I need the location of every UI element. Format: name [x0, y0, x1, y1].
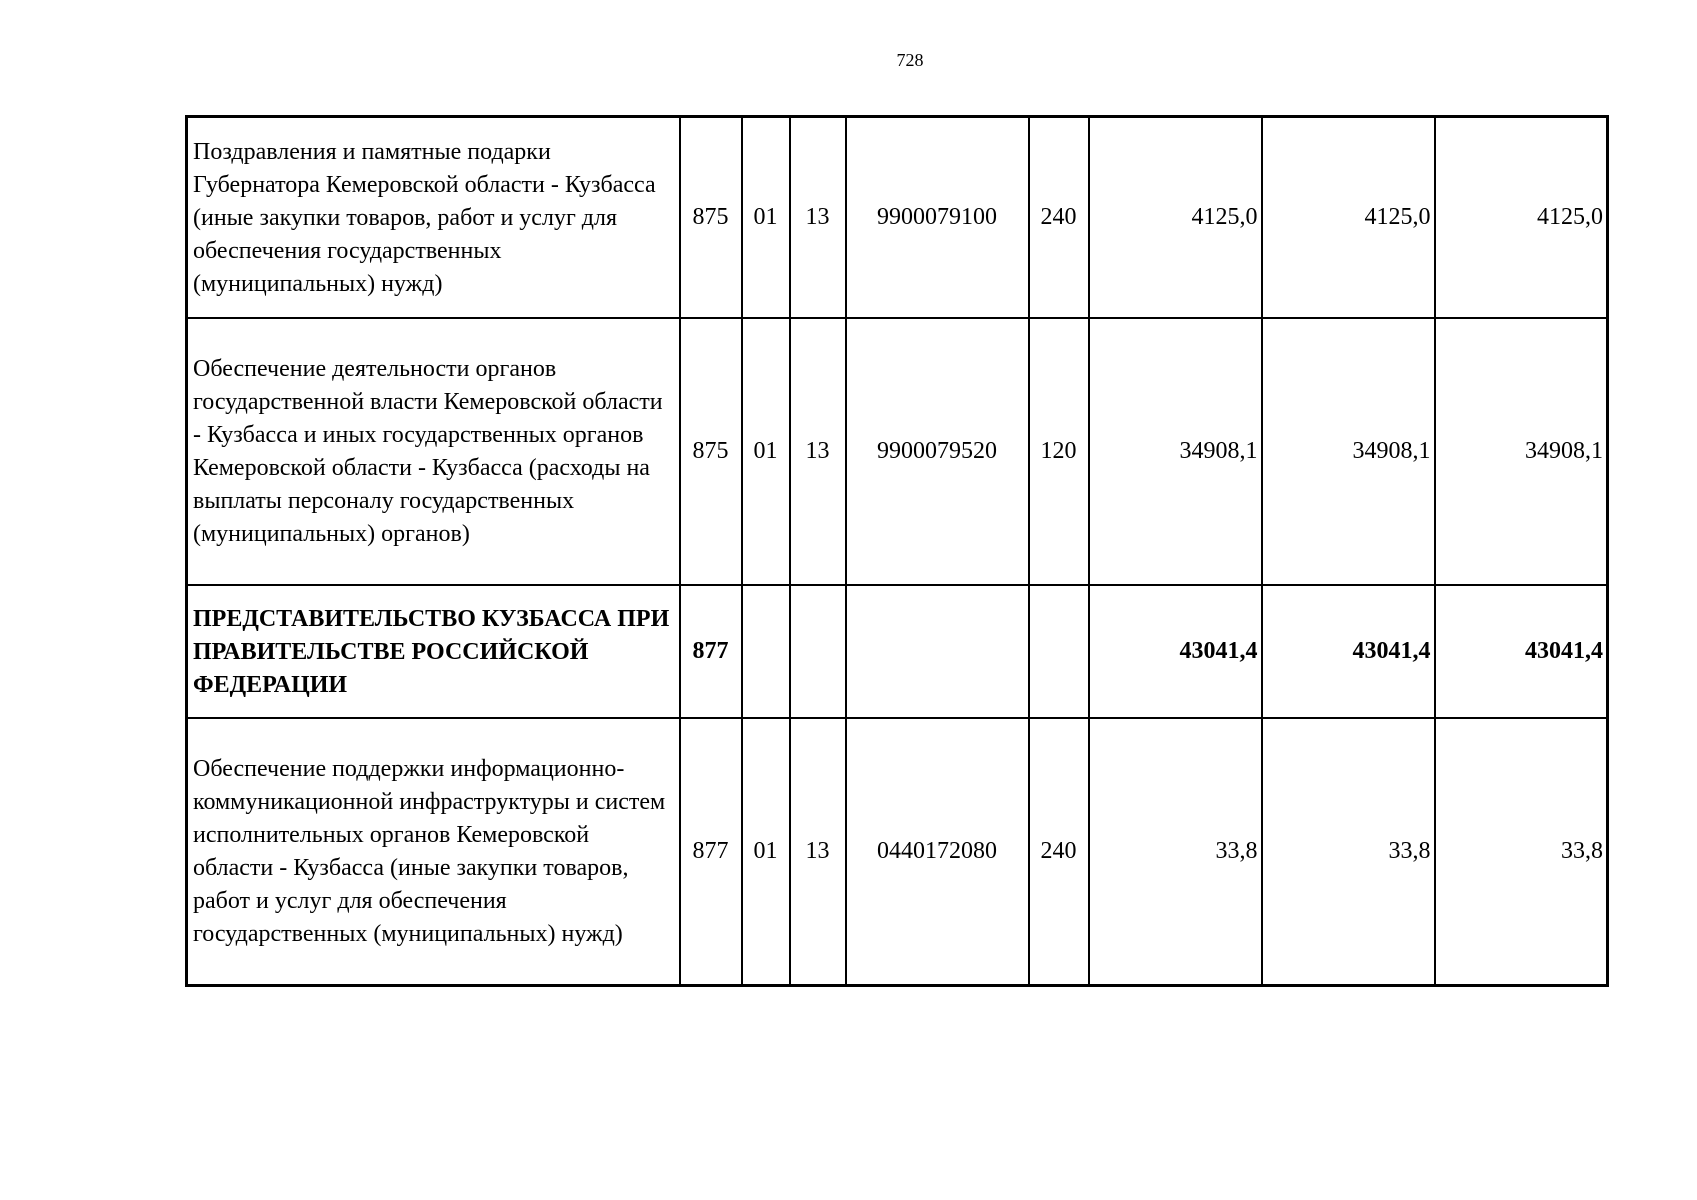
subsection-code: 13 [790, 117, 846, 318]
ministry-code: 875 [680, 318, 742, 585]
amount-year-1: 33,8 [1089, 718, 1262, 986]
table-row [187, 117, 1608, 318]
amount-year-3: 43041,4 [1435, 585, 1608, 718]
amount-year-1: 43041,4 [1089, 585, 1262, 718]
amount-year-2: 34908,1 [1262, 318, 1435, 585]
table-row [187, 718, 1608, 986]
subsection-code: 13 [790, 318, 846, 585]
row-name: Обеспечение деятельности органов государственной власти Кемеровской области - Кузбасса и иных государственных органов Кемеровской области - Кузбасса (расходы на выплаты персоналу государственных (муниципальных) органов) [187, 318, 680, 585]
row-name: Обеспечение поддержки информационно-коммуникационной инфраструктуры и систем исполнительных органов Кемеровской области - Кузбасса (иные закупки товаров, работ и услуг для обеспечения государственных (муниципальных) нужд) [187, 718, 680, 986]
expense-type-code: 120 [1029, 318, 1089, 585]
page-number: 728 [896, 50, 924, 70]
amount-year-3: 33,8 [1435, 718, 1608, 986]
expense-type-code: 240 [1029, 718, 1089, 986]
subsection-code [790, 585, 846, 718]
row-name: ПРЕДСТАВИТЕЛЬСТВО КУЗБАССА ПРИ ПРАВИТЕЛЬСТВЕ РОССИЙСКОЙ ФЕДЕРАЦИИ [187, 585, 680, 718]
section-code: 01 [742, 117, 790, 318]
section-code: 01 [742, 318, 790, 585]
table-row [187, 585, 1608, 718]
budget-table [185, 115, 1609, 987]
subsection-code: 13 [790, 718, 846, 986]
ministry-code: 875 [680, 117, 742, 318]
target-code [846, 585, 1029, 718]
ministry-code: 877 [680, 718, 742, 986]
table-row [187, 318, 1608, 585]
amount-year-3: 34908,1 [1435, 318, 1608, 585]
amount-year-2: 33,8 [1262, 718, 1435, 986]
row-name: Поздравления и памятные подарки Губернатора Кемеровской области - Кузбасса (иные закупки товаров, работ и услуг для обеспечения государственных (муниципальных) нужд) [187, 117, 680, 318]
amount-year-1: 4125,0 [1089, 117, 1262, 318]
amount-year-2: 43041,4 [1262, 585, 1435, 718]
section-code: 01 [742, 718, 790, 986]
ministry-code: 877 [680, 585, 742, 718]
target-code: 9900079100 [846, 117, 1029, 318]
expense-type-code [1029, 585, 1089, 718]
target-code: 9900079520 [846, 318, 1029, 585]
section-code [742, 585, 790, 718]
amount-year-1: 34908,1 [1089, 318, 1262, 585]
amount-year-3: 4125,0 [1435, 117, 1608, 318]
expense-type-code: 240 [1029, 117, 1089, 318]
amount-year-2: 4125,0 [1262, 117, 1435, 318]
target-code: 0440172080 [846, 718, 1029, 986]
